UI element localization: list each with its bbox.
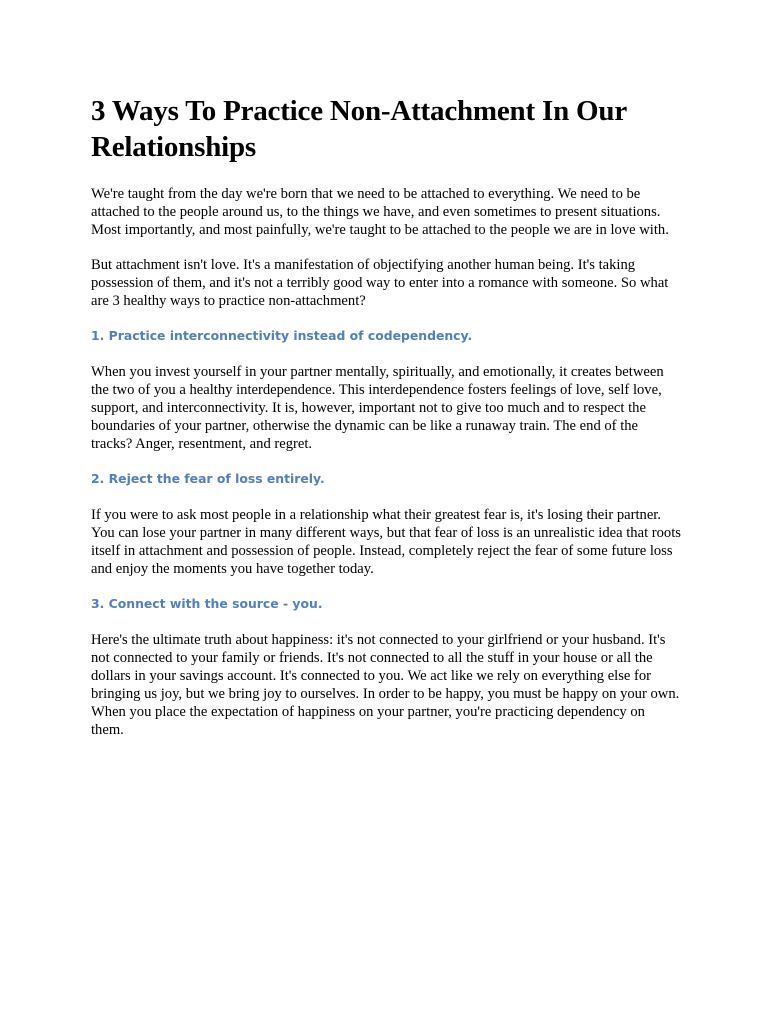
intro-paragraph-2: But attachment isn't love. It's a manifestation of objectifying another human being. It's taking possession of them, and it's not a terribly good way to enter into a romance with someone. So what are 3 healthy ways to practice non-attachment? (91, 257, 669, 309)
document-title: 3 Ways To Practice Non-Attachment In Our Relationships (91, 95, 627, 163)
section-1 (91, 327, 681, 453)
section-body-3: Here's the ultimate truth about happiness: it's not connected to your girlfriend or your husband. It's not connected to your family or friends. It's not connected to all the stuff in your house or all the dollars in your savings account. It's connected to you. We act like we rely on everything else for bringing us joy, but we bring joy to ourselves. In order to be happy, you must be happy on your own. When you place the expectation of happiness on your partner, you're practicing dependency on them. (91, 632, 680, 738)
section-heading-2: 2. Reject the fear of loss entirely. (91, 471, 325, 486)
section-heading-1: 1. Practice interconnectivity instead of codependency. (91, 328, 473, 343)
section-3 (91, 595, 681, 739)
section-body-1: When you invest yourself in your partner mentally, spiritually, and emotionally, it creates between the two of you a healthy interdependence. This interdependence fosters feelings of love, self love, support, and interconnectivity. It is, however, important not to give too much and to respect the boundaries of your partner, otherwise the dynamic can be like a runaway train. The end of the tracks? Anger, resentment, and regret. (91, 364, 664, 452)
intro-paragraph-1: We're taught from the day we're born that we need to be attached to everything. We need to be attached to the people around us, to the things we have, and even sometimes to present situations. Most importantly, and most painfully, we're taught to be attached to the people we are in love with. (91, 186, 669, 238)
section-heading-3: 3. Connect with the source - you. (91, 596, 323, 611)
section-2 (91, 470, 681, 578)
section-body-2: If you were to ask most people in a relationship what their greatest fear is, it's losing their partner. You can lose your partner in many different ways, but that fear of loss is an unrealistic idea that roots itself in attachment and possession of people. Instead, completely reject the fear of some future loss and enjoy the moments you have together today. (91, 507, 681, 577)
document-page (91, 93, 681, 756)
